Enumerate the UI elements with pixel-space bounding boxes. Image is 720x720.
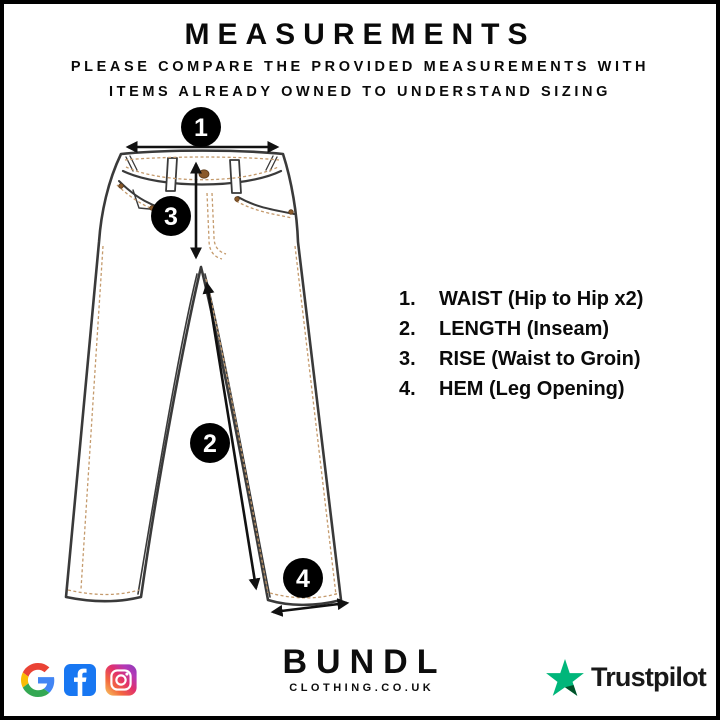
svg-text:3: 3 — [164, 203, 178, 231]
subtitle-line-1: PLEASE COMPARE THE PROVIDED MEASUREMENTS WITH — [70, 59, 650, 75]
legend-item-number: 1. — [399, 288, 416, 310]
svg-text:2: 2 — [203, 430, 217, 458]
callout-marker-inseam — [190, 423, 230, 463]
trustpilot-star-icon — [546, 659, 584, 696]
page-title: MEASUREMENTS — [184, 18, 536, 51]
brand-name: BUNDL — [282, 643, 447, 681]
legend-item-hem — [399, 378, 699, 408]
jeans-diagram — [40, 95, 375, 640]
legend-item-label: HEM (Leg Opening) — [439, 378, 625, 400]
legend-item-number: 2. — [399, 318, 416, 340]
subtitle-line-2: ITEMS ALREADY OWNED TO UNDERSTAND SIZING — [109, 84, 611, 100]
callout-marker-waist — [181, 107, 221, 147]
jeans-button — [199, 170, 209, 178]
legend-item-number: 4. — [399, 378, 416, 400]
jeans-outline — [66, 151, 341, 605]
brand-tagline: CLOTHING.CO.UK — [289, 682, 435, 694]
legend-item-label: RISE (Waist to Groin) — [439, 348, 641, 370]
trustpilot-logo — [546, 659, 706, 696]
svg-text:4: 4 — [296, 565, 310, 593]
svg-text:1: 1 — [194, 114, 208, 142]
legend-item-number: 3. — [399, 348, 416, 370]
legend-item-rise — [399, 348, 699, 378]
legend-item-waist — [399, 288, 699, 318]
legend-item-length — [399, 318, 699, 348]
measurement-legend — [399, 288, 699, 408]
callout-marker-rise — [151, 196, 191, 236]
legend-item-label: LENGTH (Inseam) — [439, 318, 610, 340]
legend-item-label: WAIST (Hip to Hip x2) — [439, 288, 644, 310]
callout-marker-hem — [283, 558, 323, 598]
trustpilot-wordmark: Trustpilot — [591, 662, 706, 692]
